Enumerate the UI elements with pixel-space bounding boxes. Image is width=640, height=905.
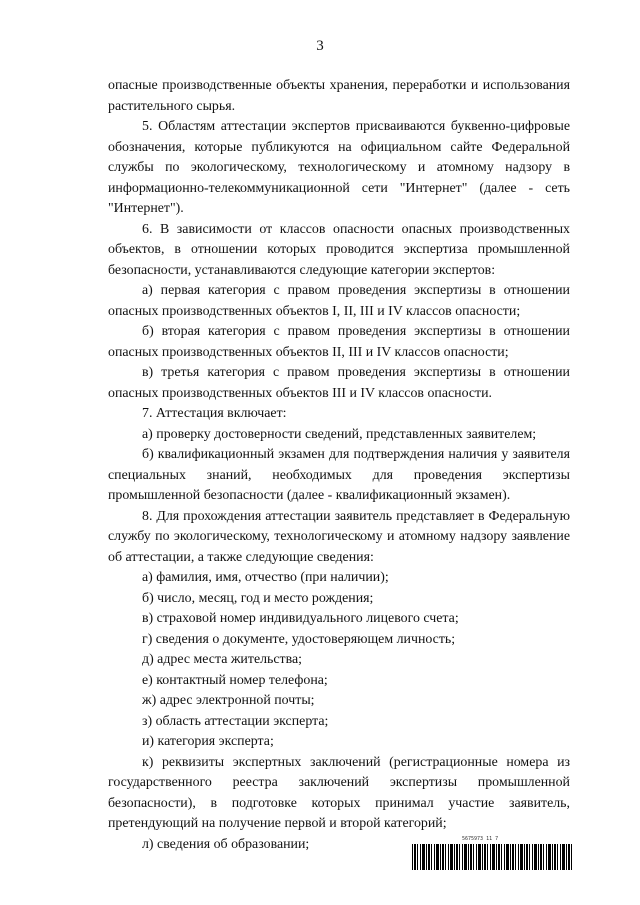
paragraph: в) страховой номер индивидуального лицевого счета; — [142, 611, 459, 626]
paragraph: б) вторая категория с правом проведения экспертизы в отношении опасных производственных объектов II, III и IV классов опасности; — [108, 324, 570, 360]
paragraph: 6. В зависимости от классов опасности опасных производственных объектов, в отношении которых проводится экспертиза промышленной безопасности, устанавливаются следующие категории экспертов: — [108, 221, 570, 278]
document-body — [108, 76, 570, 855]
paragraph: и) категория эксперта; — [142, 734, 274, 749]
paragraph: а) фамилия, имя, отчество (при наличии); — [142, 570, 389, 585]
paragraph: д) адрес места жительства; — [142, 652, 303, 667]
barcode-block — [412, 836, 572, 876]
paragraph: 8. Для прохождения аттестации заявитель представляет в Федеральную службу по экологическому, технологическому и атомному надзору заявление об аттестации, а также следующие сведения: — [108, 508, 570, 565]
paragraph: опасные производственные объекты хранения, переработки и использования растительного сырья. — [108, 78, 570, 114]
paragraph: 7. Аттестация включает: — [142, 406, 287, 421]
paragraph: а) первая категория с правом проведения экспертизы в отношении опасных производственных объектов I, II, III и IV классов опасности; — [108, 283, 570, 319]
barcode-number: 5675973 11 7 — [462, 836, 499, 842]
paragraph: г) сведения о документе, удостоверяющем личность; — [142, 631, 456, 647]
paragraph: ж) адрес электронной почты; — [142, 693, 315, 708]
paragraph: б) число, месяц, год и место рождения; — [142, 590, 374, 606]
paragraph: е) контактный номер телефона; — [142, 672, 328, 688]
paragraph: л) сведения об образовании; — [142, 836, 310, 852]
paragraph: б) квалификационный экзамен для подтверждения наличия у заявителя специальных знаний, необходимых для проведения экспертизы промышленной безопасности (далее - квалификационный экзамен). — [108, 447, 570, 503]
barcode-icon — [412, 844, 572, 870]
paragraph: 5. Областям аттестации экспертов присваиваются буквенно-цифровые обозначения, которые публикуются на официальном сайте Федеральной службы по экологическому, технологическому и атомному надзору в информационно-телекоммуникационной сети "Интернет" (далее - сеть "Интернет"). — [108, 119, 570, 216]
paragraph: в) третья категория с правом проведения экспертизы в отношении опасных производственных объектов III и IV классов опасности. — [108, 365, 570, 401]
page-number: 3 — [316, 38, 324, 54]
paragraph: з) область аттестации эксперта; — [142, 713, 329, 729]
paragraph: а) проверку достоверности сведений, представленных заявителем; — [142, 426, 537, 442]
paragraph: к) реквизиты экспертных заключений (регистрационные номера из государственного реестра заключений экспертизы промышленной безопасности), в подготовке которых принимал участие заявитель, претендующий на получение первой и второй категорий; — [108, 754, 570, 831]
